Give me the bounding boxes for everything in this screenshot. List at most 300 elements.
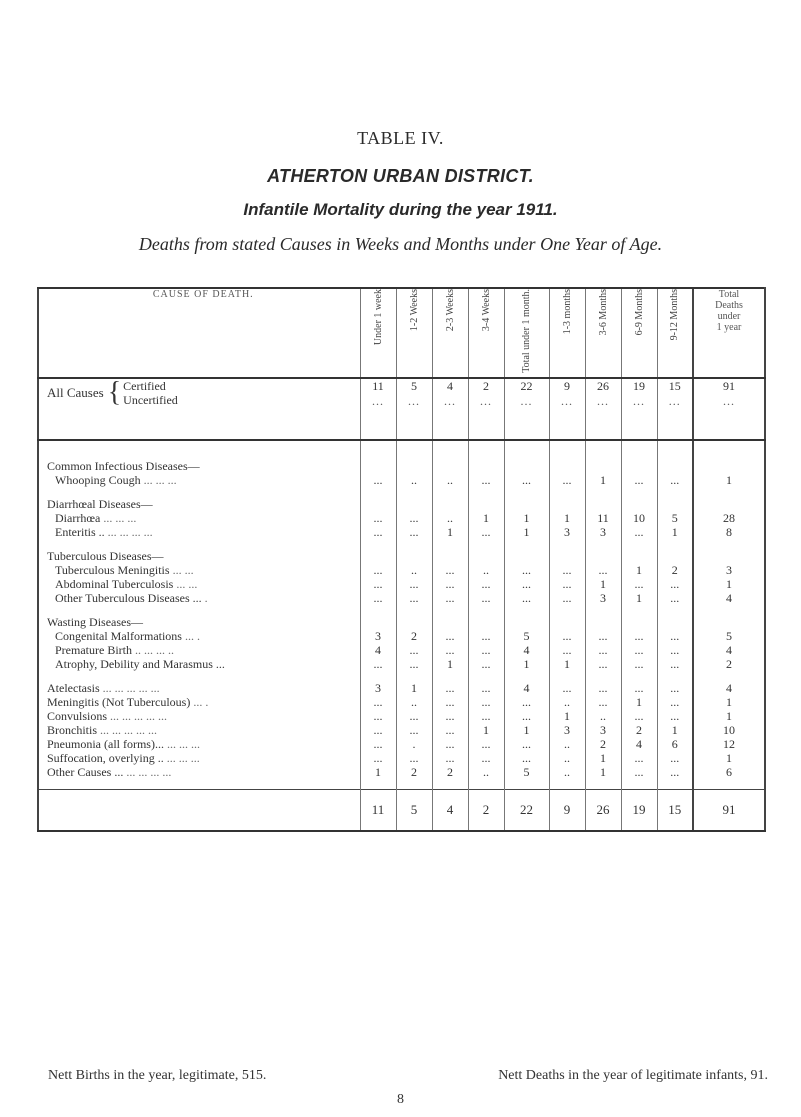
blank-cell bbox=[396, 497, 432, 511]
table-label: TABLE IV. bbox=[357, 128, 444, 148]
value-cell: ... bbox=[468, 751, 504, 765]
totals-label-cell bbox=[38, 789, 360, 831]
total-header-line: Deaths bbox=[715, 300, 743, 311]
table-row bbox=[38, 695, 765, 709]
cause-label: Enteritis .. bbox=[55, 524, 105, 539]
spacer-row bbox=[38, 779, 765, 790]
value-cell: ... bbox=[657, 577, 693, 591]
blank-cell bbox=[504, 605, 549, 615]
value-cell: ... bbox=[549, 577, 585, 591]
blank-cell bbox=[693, 615, 765, 629]
value-cell: 4 bbox=[360, 643, 396, 657]
blank-cell bbox=[549, 615, 585, 629]
nett-births: Nett Births in the year, legitimate, 515. bbox=[48, 1068, 267, 1083]
leader-dots: . bbox=[204, 590, 208, 605]
value-cell: ... bbox=[657, 709, 693, 723]
value-cell: ... bbox=[621, 525, 657, 539]
value-cell: .. bbox=[396, 695, 432, 709]
value-cell: ... bbox=[432, 751, 468, 765]
value-cell: 1 bbox=[504, 723, 549, 737]
blank-cell bbox=[585, 497, 621, 511]
value-cell: 1 bbox=[549, 657, 585, 671]
all-causes-sublabels bbox=[123, 379, 178, 407]
value-cell: 1 bbox=[504, 657, 549, 671]
value-cell: 4 bbox=[504, 681, 549, 695]
cause-label: Atrophy, Debility and Marasmus ... bbox=[55, 656, 225, 671]
table-row bbox=[38, 629, 765, 643]
spacer-row bbox=[38, 671, 765, 681]
uncertified-value: ... bbox=[520, 393, 533, 408]
brace-glyph: { bbox=[107, 376, 122, 408]
blank-cell bbox=[657, 605, 693, 615]
cause-label: Congenital Malformations bbox=[55, 628, 182, 643]
cause-label: Meningitis (Not Tuberculous) bbox=[47, 694, 191, 709]
value-cell: 4 bbox=[621, 737, 657, 751]
table-row bbox=[38, 751, 765, 765]
value-cell: ... bbox=[396, 577, 432, 591]
blank-cell bbox=[693, 487, 765, 497]
certified-value: 91 bbox=[723, 378, 735, 393]
value-cell: ... bbox=[549, 681, 585, 695]
blank-cell bbox=[38, 605, 360, 615]
value-cell: .. bbox=[549, 751, 585, 765]
value-cell bbox=[657, 378, 693, 440]
value-cell: 5 bbox=[657, 511, 693, 525]
cause-label: Atelectasis bbox=[47, 680, 100, 695]
value-cell: ... bbox=[657, 765, 693, 779]
value-cell: 2 bbox=[621, 723, 657, 737]
blank-cell bbox=[585, 459, 621, 473]
cause-label: Convulsions bbox=[47, 708, 108, 723]
blank-cell bbox=[549, 440, 585, 459]
cause-label: Other Tuberculous Diseases ... bbox=[55, 590, 202, 605]
value-cell bbox=[549, 378, 585, 440]
cause-cell bbox=[38, 695, 360, 709]
blank-cell bbox=[468, 779, 504, 790]
value-cell: 8 bbox=[693, 525, 765, 539]
table-row bbox=[38, 473, 765, 487]
column-header bbox=[432, 288, 468, 378]
blank-cell bbox=[360, 605, 396, 615]
group-title: Diarrhœal Diseases— bbox=[38, 497, 360, 511]
table-row bbox=[38, 723, 765, 737]
blank-cell bbox=[693, 440, 765, 459]
value-cell: ... bbox=[468, 681, 504, 695]
table-caption: Deaths from stated Causes in Weeks and Months under One Year of Age. bbox=[138, 234, 663, 254]
value-cell: ... bbox=[360, 577, 396, 591]
value-cell: ... bbox=[504, 577, 549, 591]
column-header-label: 3-6 Months bbox=[597, 289, 609, 336]
blank-cell bbox=[360, 671, 396, 681]
value-cell: ... bbox=[657, 657, 693, 671]
blank-cell bbox=[504, 487, 549, 497]
cause-cell bbox=[38, 765, 360, 779]
value-cell: ... bbox=[549, 643, 585, 657]
value-cell: 1 bbox=[585, 765, 621, 779]
value-cell: 3 bbox=[549, 723, 585, 737]
blank-cell bbox=[657, 459, 693, 473]
cause-cell bbox=[38, 563, 360, 577]
uncertified-value: ... bbox=[561, 393, 573, 408]
blank-cell bbox=[621, 539, 657, 549]
column-header-label: Total under 1 month. bbox=[521, 289, 532, 373]
uncertified-value: ... bbox=[408, 393, 420, 408]
value-cell: 9 bbox=[549, 789, 585, 831]
value-cell: .. bbox=[468, 563, 504, 577]
cause-cell bbox=[38, 473, 360, 487]
blank-cell bbox=[549, 497, 585, 511]
blank-cell bbox=[38, 487, 360, 497]
value-cell: ... bbox=[432, 723, 468, 737]
blank-cell bbox=[432, 487, 468, 497]
blank-cell bbox=[585, 605, 621, 615]
value-cell: 3 bbox=[585, 723, 621, 737]
value-cell bbox=[693, 378, 765, 440]
value-cell: 1 bbox=[693, 473, 765, 487]
group-title-row bbox=[38, 549, 765, 563]
cause-cell bbox=[38, 511, 360, 525]
value-cell: ... bbox=[468, 709, 504, 723]
cause-cell bbox=[38, 681, 360, 695]
all-causes-label-cell bbox=[38, 378, 360, 440]
totals-row bbox=[38, 789, 765, 831]
column-header-label: 1-3 months bbox=[561, 289, 573, 335]
value-cell: 91 bbox=[693, 789, 765, 831]
certified-value: 19 bbox=[633, 378, 645, 393]
blank-cell bbox=[621, 671, 657, 681]
blank-cell bbox=[657, 497, 693, 511]
value-cell: . bbox=[396, 737, 432, 751]
blank-cell bbox=[621, 615, 657, 629]
cause-label: Whooping Cough bbox=[55, 472, 141, 487]
group-title-row bbox=[38, 615, 765, 629]
uncertified-value: ... bbox=[480, 393, 492, 408]
blank-cell bbox=[549, 539, 585, 549]
value-cell: ... bbox=[657, 643, 693, 657]
value-cell: ... bbox=[468, 657, 504, 671]
blank-cell bbox=[360, 539, 396, 549]
column-header bbox=[585, 288, 621, 378]
district-title: ATHERTON URBAN DISTRICT. bbox=[267, 166, 534, 186]
cause-label: Other Causes ... bbox=[47, 764, 124, 779]
value-cell: 6 bbox=[693, 765, 765, 779]
leader-dots: ... ... ... bbox=[166, 750, 200, 765]
value-cell: 1 bbox=[585, 577, 621, 591]
certified-value: 22 bbox=[520, 378, 533, 393]
value-cell: ... bbox=[621, 709, 657, 723]
cause-label: Pneumonia (all forms)... bbox=[47, 736, 164, 751]
uncertified-value: ... bbox=[444, 393, 456, 408]
value-cell: .. bbox=[432, 511, 468, 525]
value-cell: 4 bbox=[693, 643, 765, 657]
value-cell: ... bbox=[504, 591, 549, 605]
blank-cell bbox=[432, 497, 468, 511]
value-cell: 28 bbox=[693, 511, 765, 525]
blank-cell bbox=[38, 539, 360, 549]
value-cell: ... bbox=[621, 577, 657, 591]
leader-dots: ... ... ... bbox=[166, 736, 200, 751]
value-cell: 19 bbox=[621, 789, 657, 831]
blank-cell bbox=[504, 615, 549, 629]
total-header-line: Total bbox=[718, 289, 740, 300]
table-row bbox=[38, 709, 765, 723]
blank-cell bbox=[468, 487, 504, 497]
leader-dots: ... ... ... ... bbox=[107, 524, 153, 539]
blank-cell bbox=[621, 440, 657, 459]
value-cell: ... bbox=[396, 591, 432, 605]
blank-cell bbox=[396, 440, 432, 459]
value-cell: ... bbox=[621, 643, 657, 657]
value-cell: ... bbox=[549, 591, 585, 605]
cause-cell bbox=[38, 751, 360, 765]
leader-dots: ... ... ... bbox=[143, 472, 177, 487]
value-cell: 3 bbox=[585, 591, 621, 605]
value-cell: ... bbox=[360, 751, 396, 765]
value-cell: 1 bbox=[585, 473, 621, 487]
value-cell: ... bbox=[396, 657, 432, 671]
group-title-row bbox=[38, 459, 765, 473]
all-causes-row bbox=[38, 378, 765, 440]
blank-cell bbox=[468, 539, 504, 549]
blank-cell bbox=[504, 549, 549, 563]
blank-cell bbox=[657, 440, 693, 459]
value-cell: 5 bbox=[396, 789, 432, 831]
value-cell: ... bbox=[621, 473, 657, 487]
blank-cell bbox=[657, 779, 693, 790]
value-cell: ... bbox=[657, 473, 693, 487]
blank-cell bbox=[360, 549, 396, 563]
page-number: 8 bbox=[397, 1092, 404, 1107]
value-cell: ... bbox=[621, 629, 657, 643]
value-cell bbox=[621, 378, 657, 440]
value-cell: 1 bbox=[468, 511, 504, 525]
leader-dots: ... . bbox=[184, 628, 200, 643]
blank-cell bbox=[432, 440, 468, 459]
value-cell: ... bbox=[468, 473, 504, 487]
value-cell: ... bbox=[360, 657, 396, 671]
blank-cell bbox=[360, 615, 396, 629]
value-cell: ... bbox=[585, 629, 621, 643]
value-cell: ... bbox=[360, 563, 396, 577]
value-cell: ... bbox=[396, 709, 432, 723]
cause-label: Diarrhœa bbox=[55, 510, 101, 525]
column-header bbox=[504, 288, 549, 378]
column-header-label: 9-12 Months bbox=[669, 289, 681, 341]
blank-cell bbox=[468, 549, 504, 563]
uncertified-value: ... bbox=[597, 393, 609, 408]
column-header-label: 3-4 Weeks bbox=[480, 289, 492, 332]
blank-cell bbox=[693, 671, 765, 681]
table-row bbox=[38, 591, 765, 605]
spacer-row bbox=[38, 487, 765, 497]
value-cell: ... bbox=[504, 737, 549, 751]
blank-cell bbox=[396, 487, 432, 497]
value-cell: 11 bbox=[360, 789, 396, 831]
blank-cell bbox=[585, 615, 621, 629]
value-cell: ... bbox=[621, 657, 657, 671]
value-cell: ... bbox=[657, 751, 693, 765]
group-title: Wasting Diseases— bbox=[38, 615, 360, 629]
value-cell: 1 bbox=[657, 723, 693, 737]
blank-cell bbox=[693, 779, 765, 790]
value-cell: 2 bbox=[657, 563, 693, 577]
blank-cell bbox=[657, 539, 693, 549]
cause-label: Tuberculous Meningitis bbox=[55, 562, 170, 577]
value-cell: 6 bbox=[657, 737, 693, 751]
value-cell: ... bbox=[468, 737, 504, 751]
value-cell: ... bbox=[432, 577, 468, 591]
value-cell: ... bbox=[360, 723, 396, 737]
value-cell: 26 bbox=[585, 789, 621, 831]
value-cell: .. bbox=[549, 695, 585, 709]
value-cell: ... bbox=[621, 751, 657, 765]
column-header-label: 2-3 Weeks bbox=[444, 289, 456, 332]
all-causes-wrap bbox=[47, 376, 360, 408]
value-cell bbox=[396, 378, 432, 440]
blank-cell bbox=[621, 549, 657, 563]
table-row bbox=[38, 563, 765, 577]
value-cell: 1 bbox=[693, 695, 765, 709]
header-row bbox=[38, 288, 765, 378]
leader-dots: ... ... bbox=[176, 576, 198, 591]
cause-label: Premature Birth bbox=[55, 642, 132, 657]
blank-cell bbox=[38, 779, 360, 790]
value-cell: 4 bbox=[693, 591, 765, 605]
blank-cell bbox=[396, 459, 432, 473]
group-title: Common Infectious Diseases— bbox=[38, 459, 360, 473]
value-cell: 2 bbox=[468, 789, 504, 831]
group-title: Tuberculous Diseases— bbox=[38, 549, 360, 563]
column-header-label: 1-2 Weeks bbox=[408, 289, 420, 332]
blank-cell bbox=[432, 539, 468, 549]
certified-value: 11 bbox=[372, 378, 384, 393]
leader-dots: ... ... ... ... ... bbox=[102, 680, 160, 695]
blank-cell bbox=[621, 605, 657, 615]
uncertified-value: ... bbox=[372, 393, 384, 408]
value-cell: 1 bbox=[432, 657, 468, 671]
value-cell: ... bbox=[360, 695, 396, 709]
blank-cell bbox=[396, 671, 432, 681]
blank-cell bbox=[504, 539, 549, 549]
value-cell: ... bbox=[432, 709, 468, 723]
value-cell: ... bbox=[396, 643, 432, 657]
column-header bbox=[396, 288, 432, 378]
blank-cell bbox=[693, 549, 765, 563]
value-cell: ... bbox=[621, 681, 657, 695]
value-cell: 1 bbox=[396, 681, 432, 695]
blank-cell bbox=[504, 459, 549, 473]
blank-cell bbox=[657, 549, 693, 563]
value-cell: ... bbox=[396, 511, 432, 525]
value-cell: 11 bbox=[585, 511, 621, 525]
value-cell: .. bbox=[396, 473, 432, 487]
certified-label-text: Certified bbox=[123, 378, 166, 393]
blank-cell bbox=[396, 779, 432, 790]
value-cell: ... bbox=[585, 695, 621, 709]
blank-cell bbox=[396, 605, 432, 615]
value-cell: ... bbox=[360, 591, 396, 605]
certified-value: 5 bbox=[411, 378, 417, 393]
blank-cell bbox=[693, 497, 765, 511]
blank-cell bbox=[693, 459, 765, 473]
uncertified-label-text: Uncertified bbox=[123, 392, 178, 407]
value-cell: ... bbox=[396, 751, 432, 765]
value-cell: ... bbox=[468, 629, 504, 643]
certified-value: 9 bbox=[564, 378, 570, 393]
value-cell: 10 bbox=[621, 511, 657, 525]
value-cell: ... bbox=[360, 473, 396, 487]
blank-cell bbox=[549, 459, 585, 473]
value-cell: ... bbox=[432, 695, 468, 709]
value-cell: ... bbox=[432, 629, 468, 643]
value-cell: .. bbox=[585, 709, 621, 723]
value-cell: 4 bbox=[693, 681, 765, 695]
value-cell: ... bbox=[432, 643, 468, 657]
value-cell: ... bbox=[468, 643, 504, 657]
column-header-label: 6-9 Months bbox=[633, 289, 645, 336]
blank-cell bbox=[657, 615, 693, 629]
value-cell: ... bbox=[585, 643, 621, 657]
uncertified-value: ... bbox=[668, 393, 681, 408]
value-cell: 3 bbox=[360, 629, 396, 643]
blank-cell bbox=[585, 549, 621, 563]
nett-deaths: Nett Deaths in the year of legitimate infants, 91. bbox=[498, 1068, 768, 1083]
value-cell: ... bbox=[504, 695, 549, 709]
value-cell: ... bbox=[360, 511, 396, 525]
uncertified-label bbox=[123, 393, 178, 407]
value-cell: ... bbox=[504, 709, 549, 723]
value-cell: 2 bbox=[585, 737, 621, 751]
leader-dots: ... ... ... ... ... bbox=[100, 722, 157, 737]
value-cell: 1 bbox=[657, 525, 693, 539]
value-cell: 1 bbox=[621, 591, 657, 605]
table-row bbox=[38, 681, 765, 695]
total-header-line: under bbox=[717, 311, 741, 322]
value-cell: 5 bbox=[504, 765, 549, 779]
spacer-row bbox=[38, 539, 765, 549]
blank-cell bbox=[360, 497, 396, 511]
column-header bbox=[657, 288, 693, 378]
blank-cell bbox=[549, 487, 585, 497]
blank-cell bbox=[468, 440, 504, 459]
value-cell: .. bbox=[549, 737, 585, 751]
group-title-row bbox=[38, 497, 765, 511]
leader-dots: .. ... ... .. bbox=[134, 642, 174, 657]
blank-cell bbox=[468, 671, 504, 681]
cause-cell bbox=[38, 525, 360, 539]
cause-label: Suffocation, overlying .. bbox=[47, 750, 164, 765]
certified-label bbox=[123, 379, 178, 393]
value-cell: ... bbox=[504, 473, 549, 487]
blank-cell bbox=[396, 539, 432, 549]
leader-dots: ... ... ... ... ... bbox=[110, 708, 168, 723]
value-cell bbox=[432, 378, 468, 440]
value-cell: ... bbox=[360, 525, 396, 539]
uncertified-value: ... bbox=[723, 393, 735, 408]
value-cell: ... bbox=[468, 591, 504, 605]
blank-cell bbox=[468, 615, 504, 629]
certified-value: 26 bbox=[597, 378, 609, 393]
value-cell: 1 bbox=[621, 563, 657, 577]
value-cell: .. bbox=[549, 765, 585, 779]
value-cell bbox=[360, 378, 396, 440]
value-cell: ... bbox=[657, 681, 693, 695]
value-cell: 5 bbox=[504, 629, 549, 643]
value-cell: 1 bbox=[432, 525, 468, 539]
blank-cell bbox=[432, 605, 468, 615]
value-cell: 5 bbox=[693, 629, 765, 643]
value-cell: ... bbox=[657, 695, 693, 709]
